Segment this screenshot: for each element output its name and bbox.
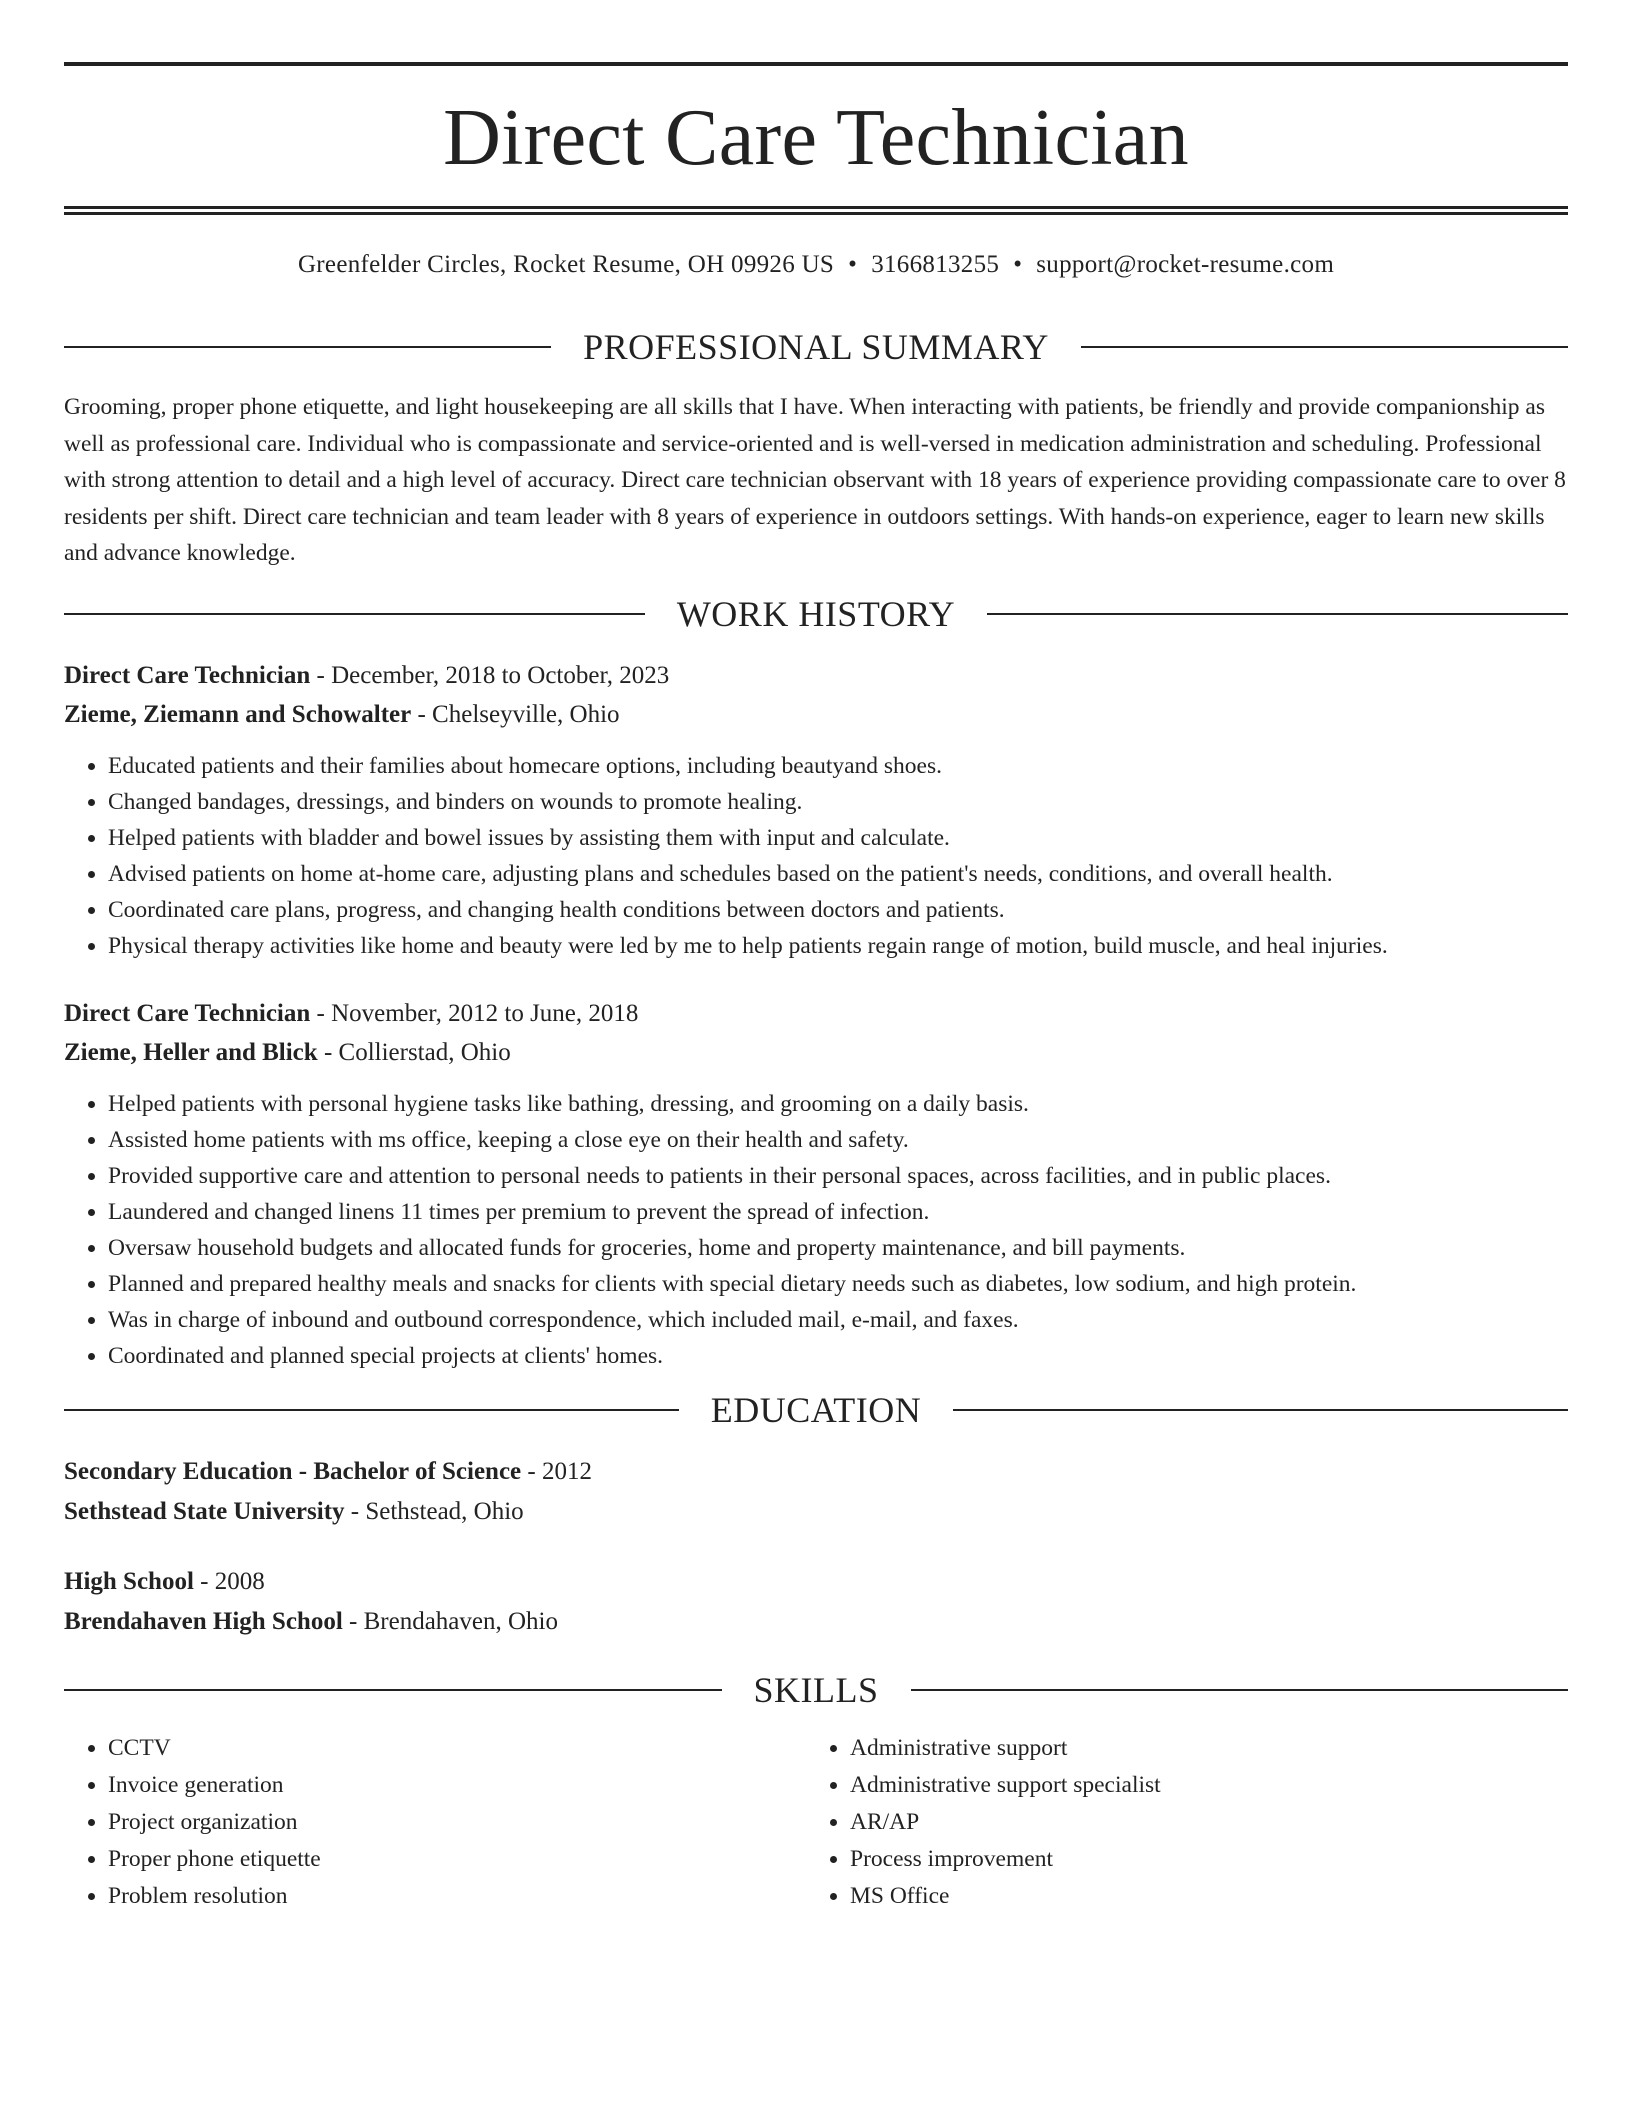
education-degree: High School	[64, 1567, 194, 1595]
job-employer-line	[64, 1033, 1568, 1072]
job-bullets	[64, 748, 1568, 964]
contact-separator: •	[1013, 251, 1023, 278]
list-item: • Problem resolution	[108, 1878, 806, 1915]
list-item: • Project organization	[108, 1804, 806, 1841]
education-degree-line	[64, 1562, 1568, 1602]
section-title-skills: SKILLS	[753, 1669, 879, 1710]
section-header-education	[64, 1389, 1568, 1430]
section-title-summary: PROFESSIONAL SUMMARY	[583, 327, 1049, 367]
section-header-skills	[64, 1669, 1568, 1710]
job-entry	[64, 656, 1568, 964]
section-rule-left	[64, 1409, 679, 1411]
job-location: - Chelseyville, Ohio	[411, 700, 620, 728]
job-entry	[64, 994, 1568, 1374]
contact-line	[64, 251, 1568, 279]
section-rule-right	[911, 1689, 1569, 1691]
education-entry	[64, 1562, 1568, 1642]
skills-columns	[64, 1730, 1568, 1915]
skills-right-list	[806, 1730, 1548, 1915]
contact-phone: 3166813255	[871, 251, 1000, 278]
job-location: - Collierstad, Ohio	[317, 1038, 511, 1066]
contact-separator: •	[848, 251, 858, 278]
section-rule-right	[953, 1409, 1568, 1411]
education-location: - Sethstead, Ohio	[344, 1497, 524, 1525]
skills-left-list	[64, 1730, 806, 1915]
list-item: • Oversaw household budgets and allocated funds for groceries, home and property maintenance, and bill payments.	[108, 1230, 1568, 1266]
list-item: • Coordinated and planned special projects at clients' homes.	[108, 1338, 1568, 1374]
section-rule-right	[987, 613, 1568, 615]
list-item: • Assisted home patients with ms office, keeping a close eye on their health and safety.	[108, 1122, 1568, 1158]
job-employer: Zieme, Heller and Blick	[64, 1038, 318, 1066]
section-rule-left	[64, 346, 551, 348]
section-rule-left	[64, 1689, 722, 1691]
list-item: • Physical therapy activities like home and beauty were led by me to help patients regain range of motion, build muscle, and heal injuries.	[108, 928, 1568, 964]
contact-address: Greenfelder Circles, Rocket Resume, OH 09926 US	[297, 251, 835, 278]
education-year: - 2012	[521, 1457, 592, 1485]
header-double-rule	[64, 206, 1568, 215]
education-degree: Secondary Education - Bachelor of Science	[64, 1457, 522, 1485]
job-dates: - November, 2012 to June, 2018	[310, 999, 639, 1027]
education-degree-line	[64, 1452, 1568, 1492]
top-rule	[64, 62, 1568, 66]
job-employer-line	[64, 695, 1568, 734]
list-item: • Planned and prepared healthy meals and snacks for clients with special dietary needs such as diabetes, low sodium, and high protein.	[108, 1266, 1568, 1302]
list-item: • Process improvement	[850, 1841, 1548, 1878]
education-school: Sethstead State University	[64, 1497, 345, 1525]
list-item: • CCTV	[108, 1730, 806, 1767]
job-position: Direct Care Technician	[64, 661, 311, 689]
list-item: • Administrative support specialist	[850, 1767, 1548, 1804]
list-item: • MS Office	[850, 1878, 1548, 1915]
education-school-line	[64, 1492, 1568, 1532]
list-item: • Helped patients with personal hygiene tasks like bathing, dressing, and grooming on a daily basis.	[108, 1086, 1568, 1122]
job-title-line	[64, 656, 1568, 695]
contact-email: support@rocket-resume.com	[1036, 251, 1335, 278]
section-rule-right	[1081, 346, 1568, 348]
job-title-line	[64, 994, 1568, 1033]
list-item: • Administrative support	[850, 1730, 1548, 1767]
job-dates: - December, 2018 to October, 2023	[310, 661, 670, 689]
list-item: • Proper phone etiquette	[108, 1841, 806, 1878]
resume-name: Direct Care Technician	[443, 94, 1189, 182]
education-location: - Brendahaven, Ohio	[342, 1607, 558, 1635]
section-header-work	[64, 593, 1568, 634]
list-item: • Advised patients on home at-home care, adjusting plans and schedules based on the patient's needs, conditions, and overall health.	[108, 856, 1568, 892]
summary-text: Grooming, proper phone etiquette, and light housekeeping are all skills that I have. When interacting with patients, be friendly and provide companionship as well as professional care. Individual who is compassionate and service-oriented and is well-versed in medication administration and scheduling. Professional with strong attention to detail and a high level of accuracy. Direct care technician observant with 18 years of experience providing compassionate care to over 8 residents per shift. Direct care technician and team leader with 8 years of experience in outdoors settings. With hands-on experience, eager to learn new skills and advance knowledge.	[64, 394, 1566, 566]
education-school: Brendahaven High School	[64, 1607, 343, 1635]
list-item: • Provided supportive care and attention to personal needs to patients in their personal spaces, across facilities, and in public places.	[108, 1158, 1568, 1194]
section-header-summary	[64, 329, 1568, 365]
list-item: • Coordinated care plans, progress, and changing health conditions between doctors and patients.	[108, 892, 1568, 928]
list-item: • Educated patients and their families about homecare options, including beautyand shoes.	[108, 748, 1568, 784]
job-employer: Zieme, Ziemann and Schowalter	[64, 700, 412, 728]
list-item: • Laundered and changed linens 11 times per premium to prevent the spread of infection.	[108, 1194, 1568, 1230]
section-title-education: EDUCATION	[710, 1389, 922, 1430]
list-item: • AR/AP	[850, 1804, 1548, 1841]
job-bullets	[64, 1086, 1568, 1374]
education-school-line	[64, 1602, 1568, 1642]
education-year: - 2008	[193, 1567, 265, 1595]
section-title-work: WORK HISTORY	[676, 593, 956, 634]
list-item: • Invoice generation	[108, 1767, 806, 1804]
education-entry	[64, 1452, 1568, 1532]
list-item: • Was in charge of inbound and outbound correspondence, which included mail, e-mail, and faxes.	[108, 1302, 1568, 1338]
section-rule-left	[64, 613, 645, 615]
list-item: • Changed bandages, dressings, and binders on wounds to promote healing.	[108, 784, 1568, 820]
list-item: • Helped patients with bladder and bowel issues by assisting them with input and calculate.	[108, 820, 1568, 856]
job-position: Direct Care Technician	[64, 999, 311, 1027]
